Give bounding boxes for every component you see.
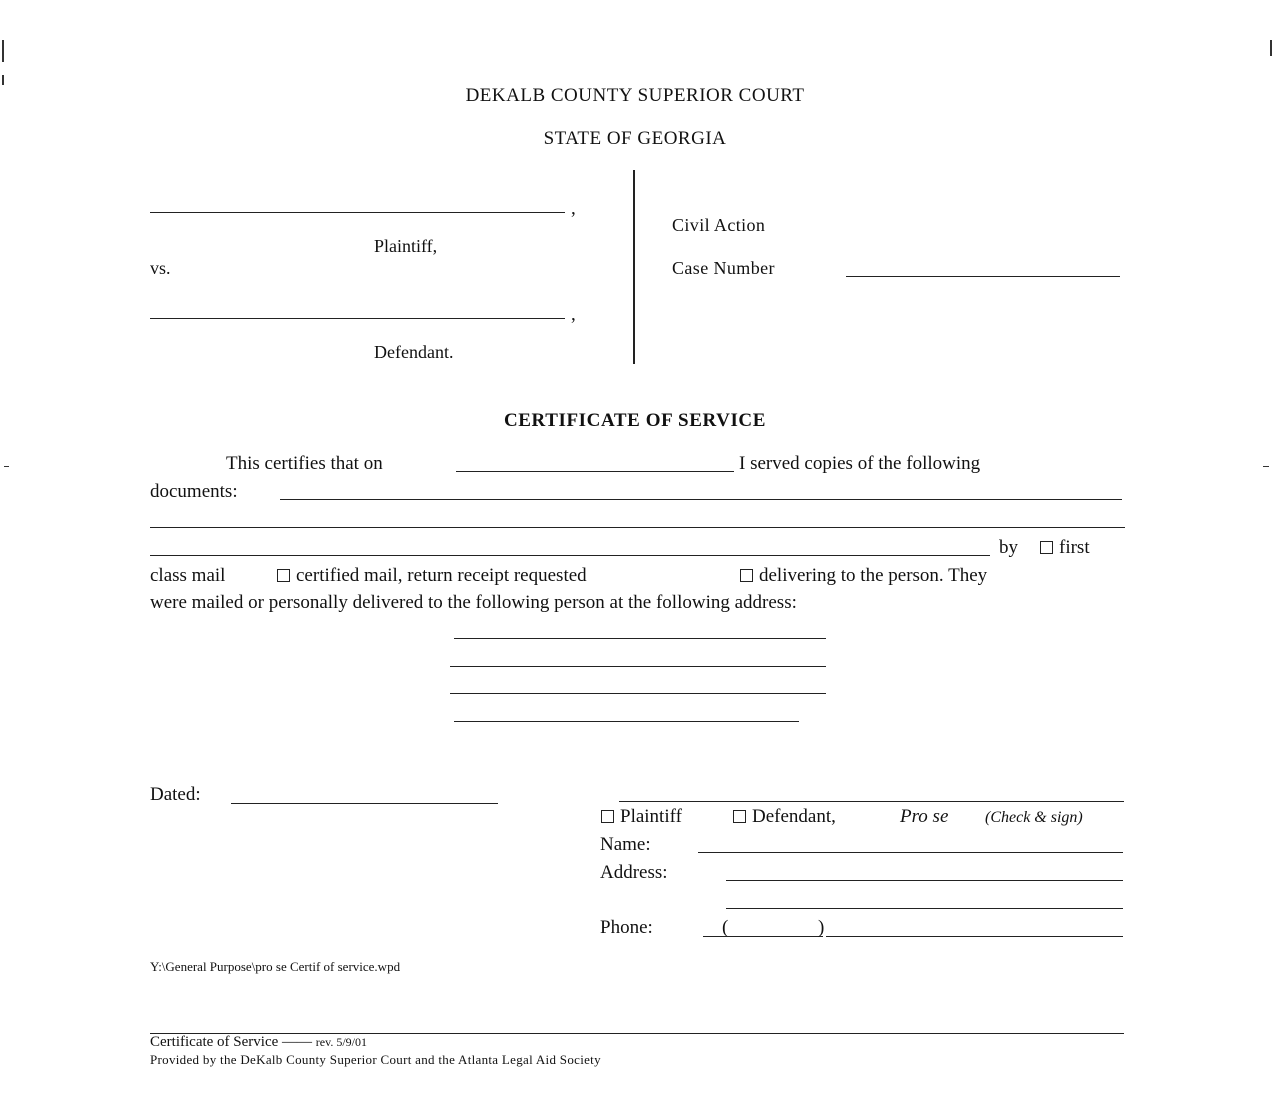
documents-line-1[interactable]: [280, 499, 1122, 500]
certifies-suffix: I served copies of the following: [739, 453, 981, 474]
pro-se-label: Pro se: [900, 806, 949, 827]
defendant-checkbox[interactable]: [733, 810, 746, 823]
provided-by: Provided by the DeKalb County Superior Court and the Atlanta Legal Aid Society: [150, 1052, 601, 1067]
scan-mark: [2, 75, 4, 85]
phone-area-code-line[interactable]: [703, 936, 823, 937]
certified-mail-checkbox[interactable]: [277, 569, 290, 582]
case-number-label: Case Number: [672, 258, 775, 278]
phone-number-line[interactable]: [826, 936, 1123, 937]
defendant-label: Defendant.: [374, 342, 454, 362]
plaintiff-label: Plaintiff,: [374, 236, 438, 256]
defendant-option-label: Defendant,: [752, 806, 836, 827]
plaintiff-comma: ,: [571, 198, 576, 219]
defendant-option[interactable]: [733, 806, 836, 828]
documents-line-2[interactable]: [150, 527, 1125, 528]
file-path: Y:\General Purpose\pro se Certif of service.wpd: [150, 959, 401, 974]
case-number-line[interactable]: [846, 276, 1120, 277]
by-label: by: [999, 537, 1018, 558]
dated-line[interactable]: [231, 803, 498, 804]
documents-line-3[interactable]: [150, 555, 990, 556]
document-title: CERTIFICATE OF SERVICE: [503, 410, 767, 431]
certifies-prefix: This certifies that on: [226, 453, 383, 474]
delivering-option[interactable]: [740, 565, 987, 587]
defendant-name-line[interactable]: [150, 318, 565, 319]
form-rev: rev. 5/9/01: [315, 1035, 367, 1049]
phone-open-paren: (: [722, 917, 729, 938]
scan-mark: [4, 466, 9, 467]
recipient-address-line-2[interactable]: [450, 666, 826, 667]
first-label: first: [1059, 537, 1090, 558]
plaintiff-name-line[interactable]: [150, 212, 565, 213]
service-date-line[interactable]: [456, 471, 734, 472]
phone-label: Phone:: [600, 917, 653, 938]
check-sign-note: (Check & sign): [985, 809, 1083, 826]
defendant-comma: ,: [571, 304, 576, 325]
class-mail-label: class mail: [150, 565, 226, 586]
state-name: STATE OF GEORGIA: [543, 128, 727, 149]
vs-label: vs.: [150, 258, 171, 278]
certified-mail-option[interactable]: [277, 565, 587, 587]
caption-divider: [633, 170, 635, 364]
delivering-checkbox[interactable]: [740, 569, 753, 582]
scan-mark: [1270, 40, 1272, 56]
documents-label: documents:: [150, 481, 238, 502]
first-class-option[interactable]: [1040, 537, 1090, 559]
name-label: Name:: [600, 834, 651, 855]
address-line-1[interactable]: [726, 880, 1123, 881]
first-class-checkbox[interactable]: [1040, 541, 1053, 554]
recipient-address-line-3[interactable]: [450, 693, 826, 694]
address-line-2[interactable]: [726, 908, 1123, 909]
plaintiff-option[interactable]: [601, 806, 682, 828]
address-label: Address:: [600, 862, 668, 883]
form-name: Certificate of Service: [150, 1034, 279, 1050]
certified-mail-label: certified mail, return receipt requested: [296, 565, 587, 586]
signature-line[interactable]: [619, 801, 1124, 802]
plaintiff-checkbox[interactable]: [601, 810, 614, 823]
plaintiff-option-label: Plaintiff: [620, 806, 682, 827]
form-info: [150, 1034, 367, 1051]
dated-label: Dated:: [150, 784, 201, 805]
phone-close-paren: ): [818, 917, 825, 938]
recipient-address-line-4[interactable]: [454, 721, 799, 722]
form-dash: ——: [282, 1034, 313, 1050]
civil-action-label: Civil Action: [672, 215, 766, 235]
mailed-sentence: were mailed or personally delivered to the following person at the following address:: [150, 592, 797, 613]
court-name: DEKALB COUNTY SUPERIOR COURT: [465, 85, 805, 106]
scan-mark: [1263, 466, 1269, 467]
name-line[interactable]: [698, 852, 1123, 853]
delivering-label: delivering to the person. They: [759, 565, 988, 586]
scan-mark: [2, 40, 4, 62]
recipient-address-line-1[interactable]: [454, 638, 826, 639]
